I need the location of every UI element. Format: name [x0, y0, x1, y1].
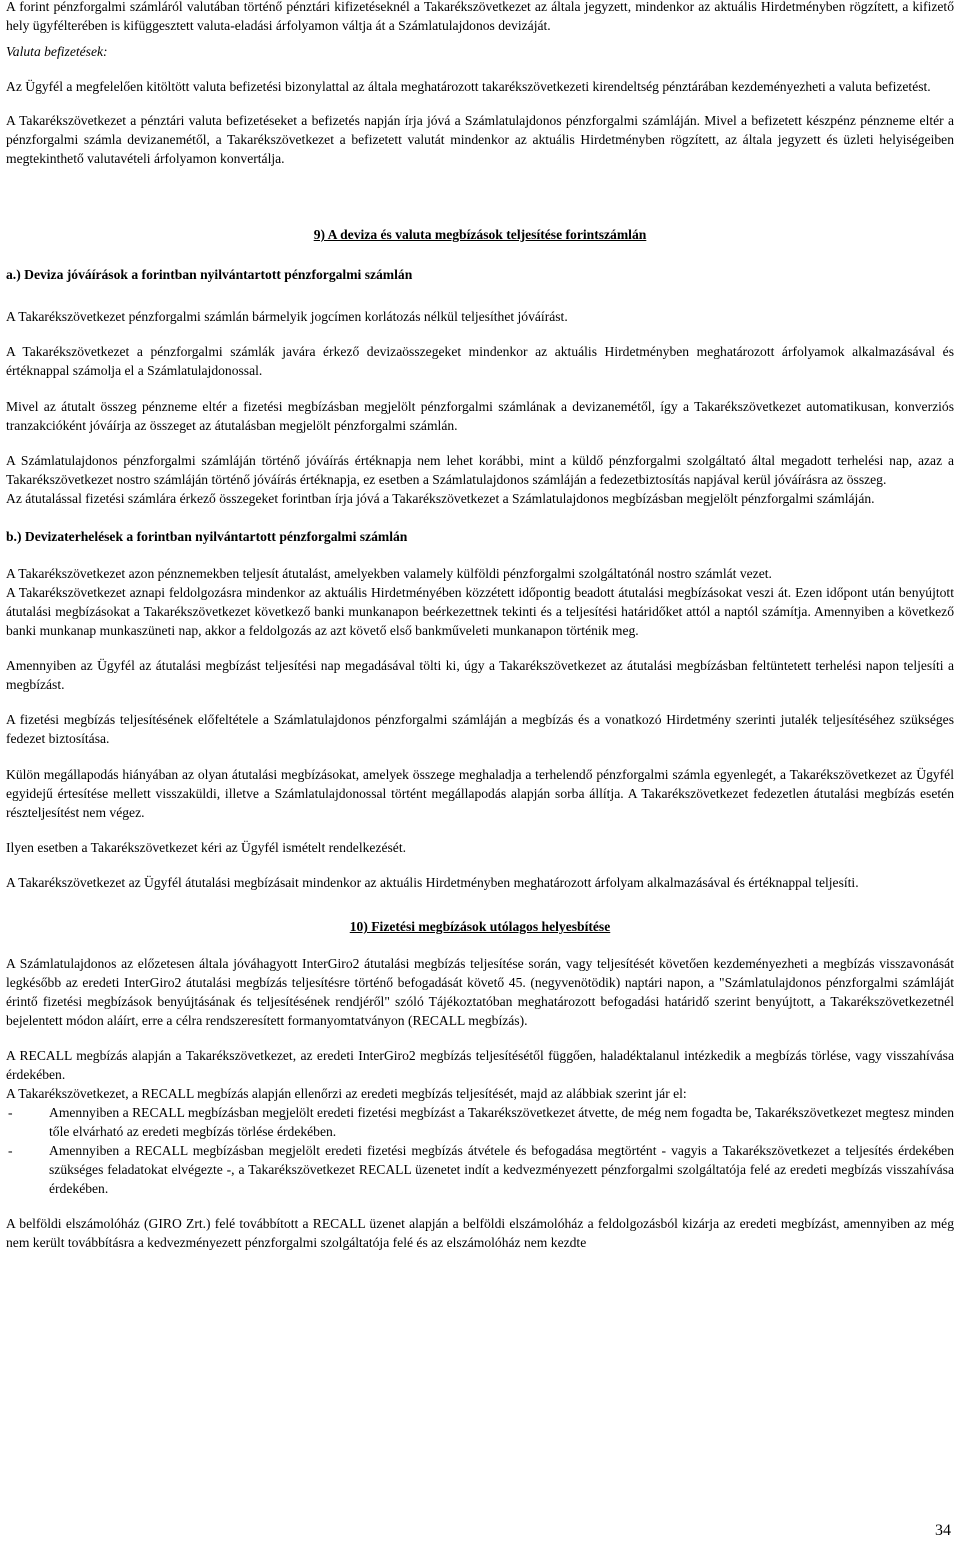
- paragraph-recall-action: A RECALL megbízás alapján a Takarékszövetkezet, az eredeti InterGiro2 megbízás teljesítésétől függően, haladéktalanul intézkedik a megbízás törlése, vagy visszahívása érdekében.: [6, 1048, 954, 1082]
- page-number: 34: [935, 1522, 951, 1539]
- paragraph-valuta-credit: A Takarékszövetkezet a pénztári valuta befizetéseket a befizetés napján írja jóvá a Számlatulajdonos pénzforgalmi számláján. Mivel a befizetett készpénz pénzneme eltér a pénzforgalmi számla devizanemétől, a Takarékszövetkezet a befizetett valutát mindenkor az aktuális Hirdetményben rögzített, az általa jegyzett és üzleti helyiségeiben megtekinthető valutavételi árfolyamon konvertálja.: [6, 113, 954, 166]
- list-item: [6, 1103, 954, 1141]
- paragraph-prerequisite: A fizetési megbízás teljesítésének előfeltétele a Számlatulajdonos pénzforgalmi számláján a megbízás és a vonatkozó Hirdetmény szerinti jutalék teljesítéséhez szükséges fedezet biztosítása.: [6, 712, 954, 746]
- paragraph-exchange-rate: A Takarékszövetkezet az Ügyfél átutalási megbízásait mindenkor az aktuális Hirdetményben meghatározott árfolyam alkalmazásával és értéknappal teljesíti.: [6, 875, 859, 890]
- list-item-text: Amennyiben a RECALL megbízásban megjelölt eredeti fizetési megbízás átvétele és befogadása megtörtént - vagyis a Takarékszövetkezet a teljesítés érdekében szükséges feladatokat elvégezte -, a Takarékszövetkezet RECALL üzenetet indít a kedvezményezett pénzforgalmi szolgáltatója felé az eredeti megbízás visszahívása érdekében.: [49, 1143, 954, 1196]
- paragraph-execution-date: Amennyiben az Ügyfél az átutalási megbízást teljesítési nap megadásával tölti ki, úgy a Takarékszövetkezet az átutalási megbízásban feltüntetett terhelési napon teljesíti a megbízást.: [6, 658, 954, 692]
- paragraph-forint-credit: Az átutalással fizetési számlára érkező összegeket forintban írja jóvá a Takarékszövetkezet a Számlatulajdonos megbízásban megjelölt pénzforgalmi számláján.: [6, 491, 875, 506]
- paragraph-value-date: A Számlatulajdonos pénzforgalmi számláján történő jóváírás értéknapja nem lehet korábbi, mint a küldő pénzforgalmi szolgáltató által megadott terhelési nap, azaz a Takarékszövetkezet nostro számláján történő jóváírás értéknapja, ez esetben a Számlatulajdonos számláján a fedezetbiztosítás napjával kerül jóváírásra az összeg.: [6, 453, 954, 487]
- paragraph-repeat-instruction: Ilyen esetben a Takarékszövetkezet kéri az Ügyfél ismételt rendelkezését.: [6, 840, 406, 855]
- dash-marker: -: [8, 1143, 13, 1158]
- paragraph-giro-recall: A belföldi elszámolóház (GIRO Zrt.) felé továbbított a RECALL üzenet alapján a belföldi elszámolóház a feldolgozásból kizárja az eredeti megbízást, amennyiben az még nem került továbbításra a kedvezményezett pénzforgalmi szolgáltatója felé és az elszámolóház nem kezdte: [6, 1216, 954, 1250]
- list-item: [6, 1141, 954, 1198]
- paragraph-processing: A Takarékszövetkezet aznapi feldolgozásra mindenkor az aktuális Hirdetményében közzétett időpontig beadott átutalási megbízásokat veszi át. Ezen időpont után benyújtott átutalási megbízásokat a Takarékszövetkezet következő banki munkanapon beérkezettnek tekinti és a teljesítési határidőket attól a naptól számítja. Amennyiben a következő banki munkanap munkaszüneti nap, akkor a feldolgozás az azt követő első bankműveleti munkanapon történik meg.: [6, 585, 954, 638]
- paragraph-nostro: A Takarékszövetkezet azon pénznemekben teljesít átutalást, amelyekben valamely külföldi pénzforgalmi szolgáltatónál nostro számlát vezet.: [6, 566, 772, 581]
- paragraph-valuta-deposit: Az Ügyfél a megfelelően kitöltött valuta befizetési bizonylattal az általa meghatározott takarékszövetkezeti kirendeltség pénztárában kezdeményezheti a valuta befizetést.: [6, 79, 931, 94]
- paragraph-intergiro-recall: A Számlatulajdonos az előzetesen általa jóváhagyott InterGiro2 átutalási megbízás teljesítése során, vagy teljesítését követően kezdeményezheti a megbízás visszavonását legkésőbb az eredeti InterGiro2 átutalási megbízás teljesítésre történő befogadását követő 45. (negyvenötödik) naptári napon, a "Számlatulajdonos pénzforgalmi számláját érintő fizetési megbízások benyújtásának és teljesítésének rendjéről" szóló Tájékoztatóban meghatározott befogadási határidő szerint benyújtott, a Takarékszövetkezetnél bejelentett módon aláírt, erre a célra rendszeresített formanyomtatványon (RECALL megbízás).: [6, 956, 954, 1028]
- valuta-befizetesek-title: Valuta befizetések:: [6, 44, 108, 59]
- dash-marker: -: [8, 1105, 13, 1120]
- list-item-text: Amennyiben a RECALL megbízásban megjelölt eredeti fizetési megbízást a Takarékszövetkezet átvette, de még nem fogadta be, Takarékszövetkezet megtesz minden tőle elvárható az eredeti megbízás törlése érdekében.: [49, 1105, 954, 1139]
- subheading-a: a.) Deviza jóváírások a forintban nyilvántartott pénzforgalmi számlán: [6, 267, 413, 282]
- subheading-b: b.) Devizaterhelések a forintban nyilvántartott pénzforgalmi számlán: [6, 529, 408, 544]
- paragraph-deviza-rates: A Takarékszövetkezet a pénzforgalmi számlák javára érkező devizaösszegeket mindenkor az aktuális Hirdetményben meghatározott árfolyamok alkalmazásával és értéknappal számolja el a Számlatulajdonossal.: [6, 344, 954, 378]
- paragraph-credit-any-title: A Takarékszövetkezet pénzforgalmi számlán bármelyik jogcímen korlátozás nélkül teljesíthet jóváírást.: [6, 309, 568, 324]
- paragraph-forint-payout: A forint pénzforgalmi számláról valutában történő pénztári kifizetéseknél a Takarékszövetkezet az általa jegyzett, mindenkor az aktuális Hirdetményben rögzített, a kifizető hely ügyfélterében is kifüggesztett valuta-eladási árfolyamon váltja át a Számlatulajdonos devizáját.: [6, 0, 954, 33]
- section-9-heading: 9) A deviza és valuta megbízások teljesítése forintszámlán: [313, 227, 647, 242]
- paragraph-insufficient-funds: Külön megállapodás hiányában az olyan átutalási megbízásokat, amelyek összege meghaladja a terhelendő pénzforgalmi számla egyenlegét, a Takarékszövetkezet az Ügyfél egyidejű értesítése mellett visszaküldi, illetve a Számlatulajdonossal történt megállapodás alapján sorba állítja. A Takarékszövetkezet fedezetlen átutalási megbízás esetén részteljesítést nem végez.: [6, 767, 954, 820]
- paragraph-conversion: Mivel az átutalt összeg pénzneme eltér a fizetési megbízásban megjelölt pénzforgalmi számlának a devizanemétől, így a Takarékszövetkezet automatikusan, konverziós tranzakcióként jóváírja az összeget az átutalásban megjelölt pénzforgalmi számlán.: [6, 399, 954, 433]
- paragraph-recall-check: A Takarékszövetkezet, a RECALL megbízás alapján ellenőrzi az eredeti megbízás teljesítését, majd az alábbiak szerint jár el:: [6, 1086, 687, 1101]
- section-10-heading: 10) Fizetési megbízások utólagos helyesbítése: [349, 919, 611, 934]
